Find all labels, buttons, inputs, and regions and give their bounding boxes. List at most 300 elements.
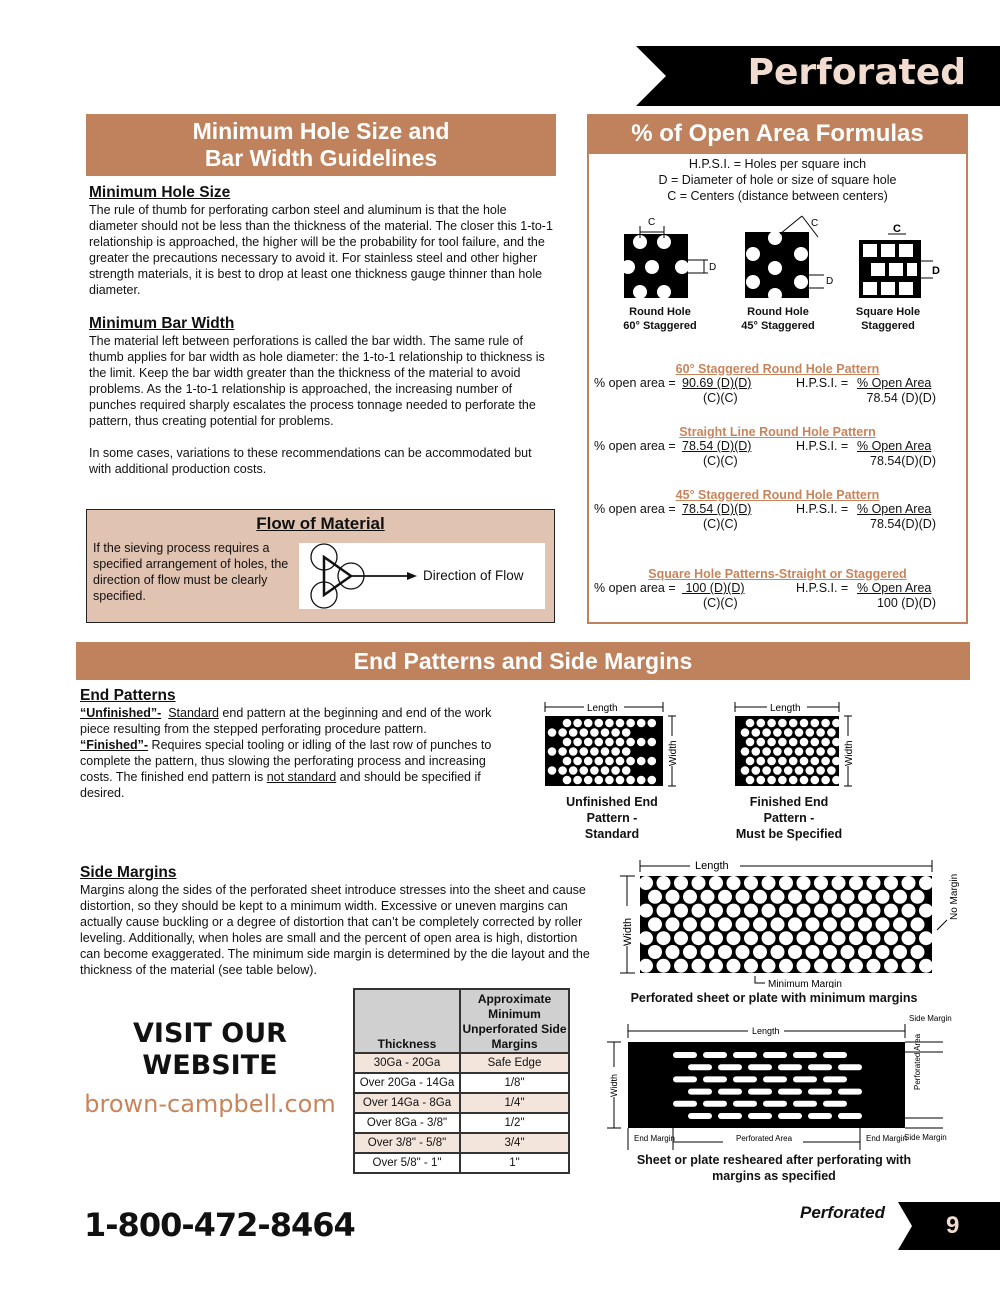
no-margin-pointer: [937, 920, 947, 930]
hole: [806, 747, 815, 756]
hole: [558, 747, 567, 756]
hole: [832, 876, 846, 890]
formula-title: Square Hole Patterns-Straight or Staggered: [648, 567, 907, 581]
hole: [919, 876, 933, 890]
min-bar-width-body: The material left between perforations is called the bar width. The same rule of thumb applies for bar width as hole diameter: the 1-to-1 relationship to thickness is the limit. Keep the bar width greater than the thickness of the material to avoid problems. As the 1-to-1 relationship is approached, the increasing number of punches required sharply escalates the process tonnage needed to perforate the pattern, thus creating potential for problems.: [89, 334, 545, 428]
open-area-numerator: 90.69 (D)(D): [682, 376, 752, 390]
hpsi-label: H.P.S.I. =: [796, 502, 849, 516]
caption-line: Unfinished End: [566, 795, 658, 809]
round-hole-60-diagram: [620, 212, 720, 302]
table-row: [354, 1113, 569, 1133]
hole: [849, 904, 863, 918]
promo-line-1: VISIT OUR: [133, 1018, 287, 1049]
slot: [673, 1076, 697, 1082]
hole: [637, 757, 646, 766]
col-header-thickness: Thickness: [354, 989, 460, 1053]
hole: [902, 959, 916, 973]
hole: [884, 904, 898, 918]
hole: [814, 959, 828, 973]
hole: [701, 890, 715, 904]
margin-cell: 1/2": [460, 1113, 569, 1133]
open-area-header: % of Open Area Formulas: [587, 114, 968, 154]
hole: [558, 728, 567, 737]
width-label: Width: [609, 1073, 619, 1097]
hole: [569, 747, 578, 756]
hole: [789, 719, 798, 728]
table-row: [354, 1133, 569, 1153]
hole: [605, 776, 614, 785]
hole: [648, 757, 657, 766]
hole: [727, 876, 741, 890]
hole: [648, 945, 662, 959]
slot: [763, 1101, 787, 1107]
hole: [823, 917, 837, 931]
hole: [858, 945, 872, 959]
header-line-1: Minimum Hole Size and: [192, 118, 450, 144]
side-margins-section: [80, 864, 590, 978]
hole: [648, 890, 662, 904]
hole: [919, 904, 933, 918]
hole: [767, 719, 776, 728]
hole: [563, 757, 572, 766]
legend-hpsi: H.P.S.I. = Holes per square inch: [688, 157, 867, 171]
slot: [823, 1052, 847, 1058]
hole: [784, 766, 793, 775]
hole: [584, 757, 593, 766]
hole: [741, 747, 750, 756]
hole: [666, 917, 680, 931]
hpsi-numerator: % Open Area: [857, 376, 932, 390]
hole: [601, 766, 610, 775]
finished-text: Requires special tooling or idling of the last row of punches to complete the pattern, thus slowing the perforating process and increasing costs. The finished end pattern is: [80, 738, 492, 784]
hole: [806, 917, 820, 931]
hole: [902, 931, 916, 945]
hole: [876, 917, 890, 931]
hole: [573, 738, 582, 747]
perforated-area-label: Perforated Area: [913, 1033, 922, 1090]
hole: [605, 757, 614, 766]
table-row: [354, 1093, 569, 1113]
hole: [816, 766, 825, 775]
promo-line-2: WEBSITE: [142, 1050, 278, 1081]
hole: [573, 776, 582, 785]
hole: [752, 766, 761, 775]
hole: [727, 931, 741, 945]
hole: [616, 757, 625, 766]
hole: [674, 931, 688, 945]
slot: [733, 1101, 757, 1107]
hole: [823, 945, 837, 959]
website-link[interactable]: brown-campbell.com: [84, 1090, 336, 1118]
hole: [797, 876, 811, 890]
hole: [841, 890, 855, 904]
hole: [744, 931, 758, 945]
hole: [771, 890, 785, 904]
min-bar-width-title: Minimum Bar Width: [89, 315, 235, 332]
hole: [611, 747, 620, 756]
hole: [753, 917, 767, 931]
hole: [800, 738, 809, 747]
hole: [611, 728, 620, 737]
open-area-denominator: (C)(C): [703, 391, 738, 405]
hole: [548, 766, 557, 775]
slot: [748, 1064, 772, 1070]
hole: [762, 904, 776, 918]
website-promo: [75, 1018, 345, 1118]
hole: [800, 757, 809, 766]
length-label: Length: [587, 703, 618, 714]
min-bar-width-section: [89, 315, 557, 477]
min-bar-width-note: In some cases, variations to these recommendations can be accommodated but with additional production costs.: [89, 446, 532, 476]
hole: [832, 757, 841, 766]
hole: [746, 719, 755, 728]
hole: [657, 876, 671, 890]
hole: [692, 931, 706, 945]
hole: [569, 728, 578, 737]
hole: [746, 776, 755, 785]
hole: [919, 931, 933, 945]
length-label: Length: [770, 703, 801, 714]
hole: [683, 945, 697, 959]
hole: [811, 776, 820, 785]
square-hole-diagram: [855, 218, 965, 302]
banner-title: Perforated: [747, 52, 966, 93]
hole: [741, 766, 750, 775]
hole: [779, 931, 793, 945]
slot: [823, 1101, 847, 1107]
slot: [703, 1101, 727, 1107]
footer-section-label: Perforated: [800, 1203, 886, 1222]
hole: [771, 945, 785, 959]
hole: [784, 728, 793, 737]
hole: [884, 959, 898, 973]
slot: [793, 1052, 817, 1058]
hole: [657, 959, 671, 973]
hole: [753, 890, 767, 904]
formula-block: [589, 488, 966, 534]
hole: [718, 917, 732, 931]
hole: [648, 719, 657, 728]
hole: [795, 766, 804, 775]
finished-tail: and should be specified if desired.: [80, 770, 481, 800]
hole: [683, 917, 697, 931]
formula-legend: [589, 156, 966, 204]
c-mark: C: [648, 217, 656, 228]
slot: [778, 1113, 802, 1119]
hole: [806, 766, 815, 775]
hole: [709, 959, 723, 973]
hole: [746, 757, 755, 766]
caption-line: Sheet or plate resheared after perforating with: [636, 1153, 912, 1167]
finished-not-standard: not standard: [266, 770, 337, 784]
unfinished-label: “Unfinished”-: [80, 706, 162, 720]
slot: [793, 1101, 817, 1107]
thickness-cell: Over 14Ga - 8Ga: [354, 1093, 460, 1113]
hole: [827, 728, 836, 737]
hole: [595, 757, 604, 766]
hole: [771, 917, 785, 931]
hole: [616, 738, 625, 747]
hole: [757, 757, 766, 766]
hole: [767, 757, 776, 766]
open-area-label: % open area =: [594, 376, 676, 390]
hole: [744, 876, 758, 890]
hole: [849, 876, 863, 890]
end-patterns-header: End Patterns and Side Margins: [76, 642, 970, 680]
hole: [752, 747, 761, 756]
finished-pattern-diagram: [730, 700, 860, 790]
hole: [867, 876, 881, 890]
hole: [569, 766, 578, 775]
hole: [795, 747, 804, 756]
hole: [911, 890, 925, 904]
hole: [849, 959, 863, 973]
hole: [821, 757, 830, 766]
hole: [648, 738, 657, 747]
slot: [718, 1113, 742, 1119]
hole: [595, 776, 604, 785]
hole: [666, 945, 680, 959]
slot: [733, 1076, 757, 1082]
side-margin-table: [353, 988, 570, 1174]
hole: [674, 876, 688, 890]
round-hole-60-caption: [605, 305, 715, 333]
table-header-row: [354, 989, 569, 1053]
hole: [893, 945, 907, 959]
slot: [688, 1089, 712, 1095]
hole: [548, 747, 557, 756]
slot: [688, 1113, 712, 1119]
thickness-cell: Over 8Ga - 3/8": [354, 1113, 460, 1133]
margin-cell: 3/4": [460, 1133, 569, 1153]
resheared-caption: [600, 1152, 948, 1184]
hole: [563, 719, 572, 728]
hole: [814, 876, 828, 890]
hole: [876, 945, 890, 959]
perforated-area-label: Perforated Area: [736, 1134, 793, 1143]
margin-cell: Safe Edge: [460, 1053, 569, 1073]
hole: [622, 747, 631, 756]
hole: [639, 931, 653, 945]
hole: [605, 738, 614, 747]
caption-line: Must be Specified: [735, 827, 843, 841]
hole: [788, 890, 802, 904]
slot: [838, 1064, 862, 1070]
hole: [584, 776, 593, 785]
slot: [673, 1101, 697, 1107]
slot: [823, 1076, 847, 1082]
side-margins-body: Margins along the sides of the perforated sheet introduce stresses into the sheet and cause distortion, so they should be kept to a minimum width. Excessive or uneven margins can actually cause buckling or a degree of distortion that can’t be completely corrected by roller leveling. Additionally, when holes are small and the percent of open area is high, distortion can become exaggerated. The minimum side margin is determined by the die layout and the thickness of the material (see table below).: [80, 883, 590, 977]
hole: [814, 904, 828, 918]
hpsi-denominator: 100 (D)(D): [876, 596, 936, 610]
hole: [584, 719, 593, 728]
hole: [601, 728, 610, 737]
hole: [789, 757, 798, 766]
slot: [673, 1052, 697, 1058]
formula-block: [589, 362, 966, 408]
hole: [626, 719, 635, 728]
hole: [841, 945, 855, 959]
formula-title: 45° Staggered Round Hole Pattern: [675, 488, 880, 502]
min-hole-size-title: Minimum Hole Size: [89, 184, 231, 201]
hole: [806, 728, 815, 737]
hole: [757, 719, 766, 728]
hole: [806, 890, 820, 904]
hole: [832, 738, 841, 747]
margin-cell: 1": [460, 1153, 569, 1173]
hole: [832, 904, 846, 918]
hole: [762, 876, 776, 890]
hole: [823, 890, 837, 904]
hole: [637, 719, 646, 728]
square-hole-caption: [833, 305, 943, 333]
hole: [736, 890, 750, 904]
hole: [858, 917, 872, 931]
hole: [674, 959, 688, 973]
hole: [639, 904, 653, 918]
hole: [616, 776, 625, 785]
hole: [849, 931, 863, 945]
hole: [692, 959, 706, 973]
hole: [701, 945, 715, 959]
hole: [911, 945, 925, 959]
d-mark: D: [826, 276, 834, 287]
hole: [832, 776, 841, 785]
slot: [808, 1064, 832, 1070]
hole: [590, 766, 599, 775]
hole: [752, 728, 761, 737]
hole: [800, 776, 809, 785]
side-margin-label: Side Margin: [904, 1133, 947, 1142]
legend-d: D = Diameter of hole or size of square hole: [658, 173, 897, 187]
open-area-denominator: (C)(C): [703, 517, 738, 531]
round-hole-45-diagram: [740, 212, 840, 302]
hpsi-numerator: % Open Area: [857, 581, 932, 595]
length-label: Length: [752, 1026, 780, 1036]
hole: [622, 766, 631, 775]
hole: [867, 931, 881, 945]
hole: [626, 757, 635, 766]
table-row: [354, 1153, 569, 1173]
thickness-cell: Over 20Ga - 14Ga: [354, 1073, 460, 1093]
hole: [814, 931, 828, 945]
hole: [584, 738, 593, 747]
hole: [709, 876, 723, 890]
hole: [718, 890, 732, 904]
slot: [808, 1089, 832, 1095]
hole: [832, 959, 846, 973]
hole: [762, 959, 776, 973]
open-area-denominator: (C)(C): [703, 596, 738, 610]
min-hole-size-body: The rule of thumb for perforating carbon steel and aluminum is that the hole diameter should not be less than the thickness of the material. The closer this 1-to-1 relationship is approached, the higher will be the probability for tool failure, and the greater the precautions necessary to avoid it. For stainless steel and other higher strength materials, it is best to drop at least one thickness gauge thinner than hole diameter.: [89, 203, 553, 297]
hole: [811, 738, 820, 747]
hole: [595, 719, 604, 728]
hole: [639, 876, 653, 890]
hpsi-label: H.P.S.I. =: [796, 376, 849, 390]
hole: [788, 945, 802, 959]
hole: [637, 738, 646, 747]
hole: [657, 931, 671, 945]
unfinished-pattern-diagram: [540, 700, 685, 790]
table-row: [354, 1073, 569, 1093]
hole: [867, 904, 881, 918]
hpsi-denominator: 78.54(D)(D): [870, 454, 936, 468]
slot: [718, 1089, 742, 1095]
hole: [858, 890, 872, 904]
width-label: Width: [622, 917, 634, 946]
hole: [773, 747, 782, 756]
formula-block: [589, 567, 966, 613]
open-area-denominator: (C)(C): [703, 454, 738, 468]
minimum-margin-diagram: [615, 858, 965, 988]
open-area-label: % open area =: [594, 581, 676, 595]
hole: [744, 904, 758, 918]
margin-cell: 1/8": [460, 1073, 569, 1093]
thickness-cell: Over 3/8" - 5/8": [354, 1133, 460, 1153]
caption-line: Round Hole: [629, 306, 691, 318]
hole: [821, 719, 830, 728]
hole: [919, 959, 933, 973]
side-margins-title: Side Margins: [80, 864, 177, 881]
hole: [601, 747, 610, 756]
hole: [548, 728, 557, 737]
formula-block: [589, 425, 966, 471]
slot: [748, 1113, 772, 1119]
hole: [789, 776, 798, 785]
open-area-label: % open area =: [594, 502, 676, 516]
width-label: Width: [844, 740, 855, 766]
hole: [692, 876, 706, 890]
hole: [683, 890, 697, 904]
caption-line: 60° Staggered: [623, 320, 697, 332]
caption-line: Pattern -: [586, 811, 638, 825]
hpsi-denominator: 78.54(D)(D): [870, 517, 936, 531]
hole: [788, 917, 802, 931]
open-area-numerator: 78.54 (D)(D): [682, 502, 752, 516]
flow-title: Flow of Material: [256, 514, 385, 533]
hpsi-numerator: % Open Area: [857, 439, 932, 453]
finished-label: “Finished”-: [80, 738, 149, 752]
round-hole-45-caption: [723, 305, 833, 333]
hole: [753, 945, 767, 959]
slot: [778, 1064, 802, 1070]
table-row: [354, 1053, 569, 1073]
hole: [778, 776, 787, 785]
slot: [763, 1076, 787, 1082]
hole: [580, 766, 589, 775]
direction-of-flow-label: Direction of Flow: [423, 568, 524, 583]
hole: [789, 738, 798, 747]
hole: [648, 776, 657, 785]
hole: [611, 766, 620, 775]
col-header-margins: Approximate Minimum Unperforated Side Margins: [460, 989, 569, 1053]
hole: [797, 904, 811, 918]
hole: [590, 728, 599, 737]
hole: [778, 757, 787, 766]
caption-line: Staggered: [861, 320, 915, 332]
hole: [573, 757, 582, 766]
side-margin-label: Side Margin: [909, 1014, 952, 1023]
slot: [808, 1113, 832, 1119]
hole: [773, 766, 782, 775]
hole: [841, 917, 855, 931]
hole: [701, 917, 715, 931]
hole: [778, 738, 787, 747]
slot: [703, 1076, 727, 1082]
hpsi-label: H.P.S.I. =: [796, 439, 849, 453]
hole: [795, 728, 804, 737]
hole: [626, 776, 635, 785]
